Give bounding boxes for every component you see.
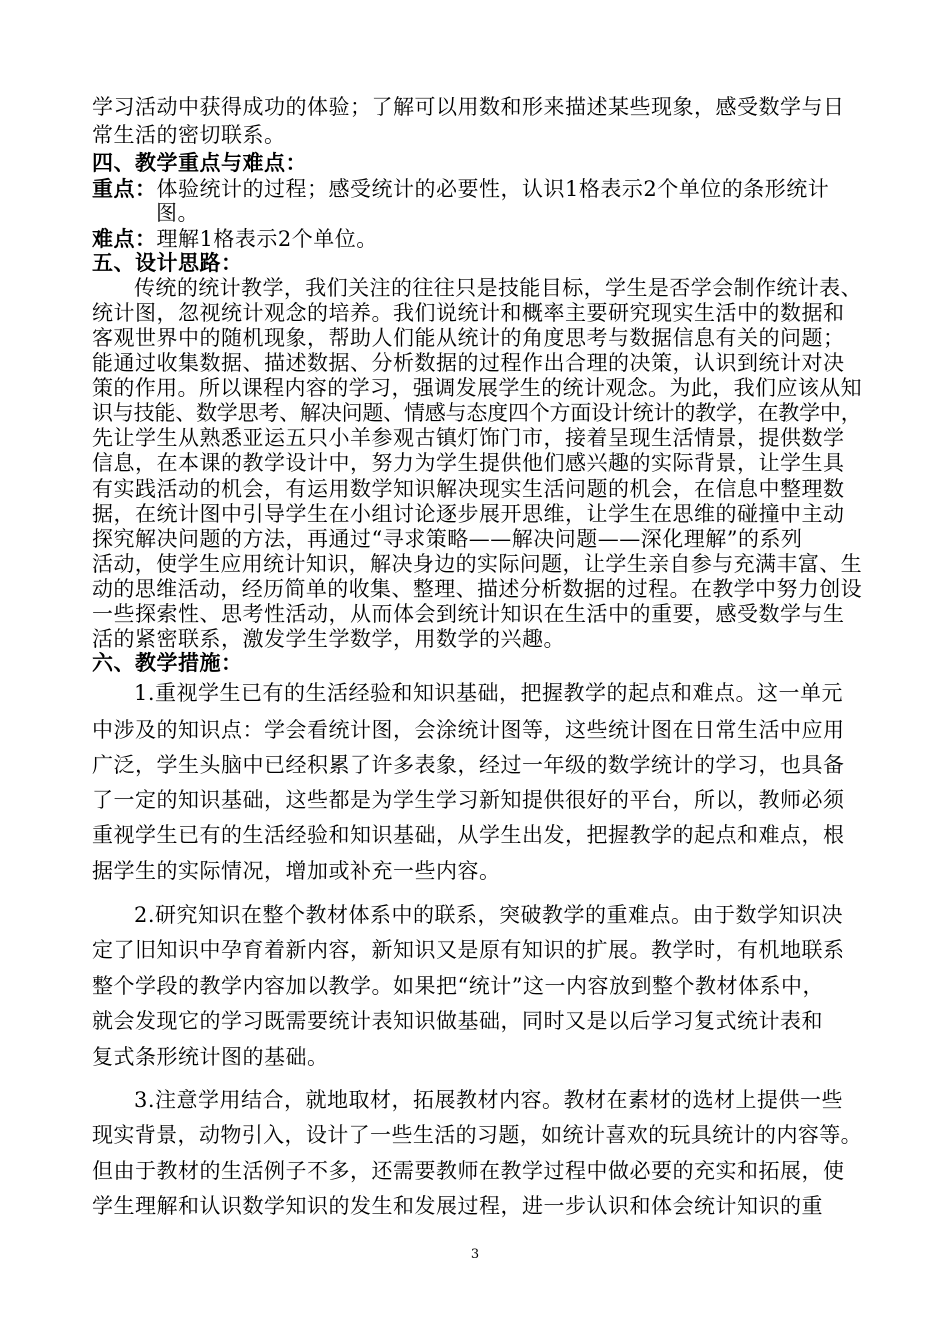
measure-2-line: 2.研究知识在整个教材体系中的联系，突破教学的重难点。由于数学知识决 <box>134 903 844 927</box>
design-line: 客观世界中的随机现象，帮助人们能从统计的角度思考与数据信息有关的问题； <box>92 326 845 350</box>
measure-2-line: 整个学段的教学内容加以教学。如果把“统计”这一内容放到整个教材体系中， <box>92 974 824 998</box>
section-heading-5: 五、设计思路： <box>92 250 243 275</box>
difficulty-line <box>92 226 378 252</box>
measure-3-line: 学生理解和认识数学知识的发生和发展过程，进一步认识和体会统计知识的重 <box>92 1194 823 1218</box>
measure-2-line: 定了旧知识中孕育着新内容，新知识又是原有知识的扩展。教学时，有机地联系 <box>92 938 845 962</box>
design-line: 据，在统计图中引导学生在小组讨论逐步展开思维，让学生在思维的碰撞中主动 <box>92 502 845 526</box>
section-heading-6: 六、教学措施： <box>92 650 243 675</box>
measure-2-line: 就会发现它的学习既需要统计表知识做基础，同时又是以后学习复式统计表和 <box>92 1009 823 1033</box>
measure-3-line: 现实背景，动物引入，设计了一些生活的习题，如统计喜欢的玩具统计的内容等。 <box>92 1123 862 1147</box>
design-line: 能通过收集数据、描述数据、分析数据的过程作出合理的决策，认识到统计对决 <box>92 351 845 375</box>
key-point-text: 体验统计的过程；感受统计的必要性，认识1格表示2个单位的条形统计 <box>156 177 830 201</box>
paragraph-line: 常生活的密切联系。 <box>92 123 286 147</box>
design-line: 活的紧密联系，激发学生学数学，用数学的兴趣。 <box>92 627 565 651</box>
key-point-line <box>92 176 829 202</box>
difficulty-label: 难点： <box>92 226 157 251</box>
design-line: 统计图，忽视统计观念的培养。我们说统计和概率主要研究现实生活中的数据和 <box>92 301 845 325</box>
measure-1-line: 1.重视学生已有的生活经验和知识基础，把握教学的起点和难点。这一单元 <box>134 681 844 705</box>
design-line: 一些探索性、思考性活动，从而体会到统计知识在生活中的重要，感受数学与生 <box>92 602 845 626</box>
design-line: 传统的统计教学，我们关注的往往只是技能目标，学生是否学会制作统计表、 <box>134 276 862 300</box>
design-line: 动的思维活动，经历简单的收集、整理、描述分析数据的过程。在教学中努力创设 <box>92 577 862 601</box>
design-line: 先让学生从熟悉亚运五只小羊参观古镇灯饰门市，接着呈现生活情景，提供数学 <box>92 426 845 450</box>
design-line: 探究解决问题的方法，再通过“寻求策略——解决问题——深化理解”的系列 <box>92 527 803 551</box>
measure-3-line: 3.注意学用结合，就地取材，拓展教材内容。教材在素材的选材上提供一些 <box>134 1088 844 1112</box>
design-line: 策的作用。所以课程内容的学习，强调发展学生的统计观念。为此，我们应该从知 <box>92 376 862 400</box>
difficulty-text: 理解1格表示2个单位。 <box>156 227 378 251</box>
measure-1-line: 了一定的知识基础，这些都是为学生学习新知提供很好的平台，所以，教师必须 <box>92 788 845 812</box>
measure-1-line: 广泛，学生头脑中已经积累了许多表象，经过一年级的数学统计的学习，也具备 <box>92 753 845 777</box>
section-heading-4: 四、教学重点与难点： <box>92 150 307 175</box>
key-point-label: 重点： <box>92 176 157 201</box>
key-point-line-2: 图。 <box>156 201 199 225</box>
design-line: 有实践活动的机会，有运用数学知识解决现实生活问题的机会，在信息中整理数 <box>92 477 845 501</box>
measure-1-line: 中涉及的知识点：学会看统计图，会涂统计图等，这些统计图在日常生活中应用 <box>92 718 845 742</box>
design-line: 信息，在本课的教学设计中，努力为学生提供他们感兴趣的实际背景，让学生具 <box>92 451 845 475</box>
measure-1-line: 据学生的实际情况，增加或补充一些内容。 <box>92 859 501 883</box>
page-number: 3 <box>470 1247 480 1262</box>
measure-3-line: 但由于教材的生活例子不多，还需要教师在教学过程中做必要的充实和拓展，使 <box>92 1159 845 1183</box>
design-line: 识与技能、数学思考、解决问题、情感与态度四个方面设计统计的教学，在教学中， <box>92 401 862 425</box>
paragraph-line: 学习活动中获得成功的体验；了解可以用数和形来描述某些现象，感受数学与日 <box>92 95 845 119</box>
measure-1-line: 重视学生已有的生活经验和知识基础，从学生出发，把握教学的起点和难点，根 <box>92 823 845 847</box>
design-line: 活动，使学生应用统计知识，解决身边的实际问题，让学生亲自参与充满丰富、生 <box>92 552 862 576</box>
measure-2-line: 复式条形统计图的基础。 <box>92 1045 329 1069</box>
